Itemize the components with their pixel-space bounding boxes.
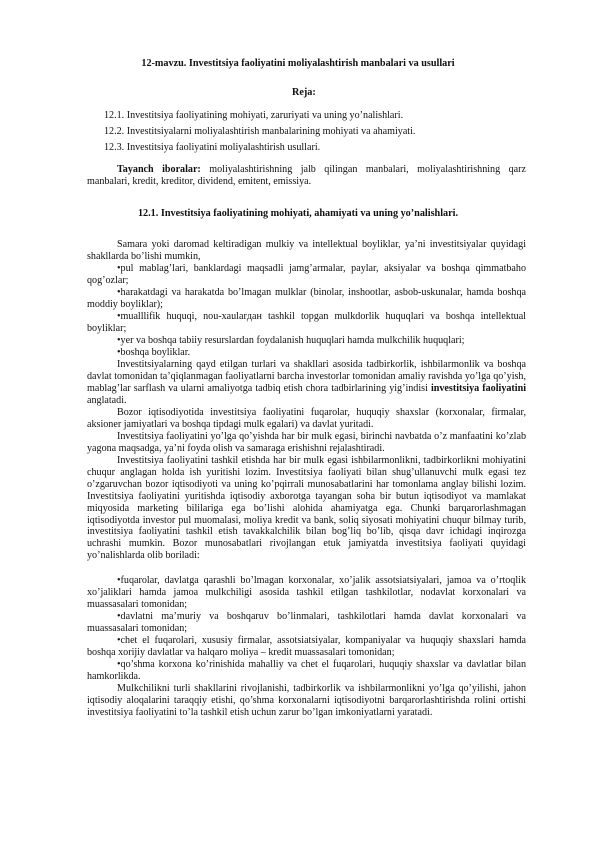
list-item: • mualllifik huquqi, nou-xaularдан tashkil topgan mulkdorlik huquqlari va boshqa intellektual boyliklar; (87, 311, 526, 335)
body-text: anglatadi. (87, 394, 127, 406)
body-paragraph: Investitsiya faoliyatini tashkil etishda har bir mulk egasi ishbilarmonlikni, tadbirkorlikni mohiyatini chuqur anglagan holda ish yuritishi lozim. Investitsiya faoliyati bilan shug’ullanuvchi mulk egasi tez o’zgaruvchan bozor iqtisodiyoti va uning ko’pqirrali munosabatlarini har tomonlama anglay bilishi lozim. Investitsiya faoliyatini yuritishda iqtisodiy axborotga tayangan soha bir butun iqtisodiyot va mamlakat miqyosida marketing bililariga ega bo’lishi alohida ahamiyatga ega. Chunki barqarorlashmagan iqtisodiyotda investor pul muomalasi, moliya kredit va bank, soliq siyosati mohiyatini chuqur bilmay turib, investitsiya faoliyatini tashkil etish tavakkalchilik bilan bog’liq bo’lib, qisqa davr ichidagi inqirozga uchrashi mumkin. Bozor munosabatlari rivojlangan etuk jamiyatda investitsiya faoliyati quyidagi yo’nalishlarda olib boriladi: (87, 455, 526, 562)
body-paragraph (87, 359, 526, 407)
plan-item: 12.1. Investitsiya faoliyatining mohiyati, zaruriyati va uning yo’nalishlari. (104, 110, 404, 121)
list-item: • fuqarolar, davlatga qarashli bo’lmagan korxonalar, xo’jalik assotsiatsiyalari, jamoa va o’rtoqlik xo’jaliklari hamda jamoa mulkchiligi asosida tashkil etilgan tashkilotlar, nodavlat korxonalari va muassasalari tomonidan; (87, 575, 526, 611)
body-paragraph: Bozor iqtisodiyotida investitsiya faoliyatini fuqarolar, huquqiy shaxslar (korxonalar, firmalar, aksioner jamiyatlari va boshqa tipdagi mulk egalari) va davlat yuritadi. (87, 407, 526, 430)
keywords-text: moliyalashtirishning jalb qilingan manbalari, moliyalashtirishning qarz manbalari, kredit, kreditor, dividend, emitent, emissiya. (87, 164, 526, 187)
list-item: • davlatni ma’muriy va boshqaruv bo’linmalari, tashkilotlari hamda davlat korxonalari va muassasalari tomonidan; (87, 611, 526, 635)
keywords-label: Tayanch iboralar: (117, 164, 201, 175)
plan-item: 12.2. Investitsiyalarni moliyalashtirish manbalarining mohiyati va ahamiyati. (104, 126, 416, 137)
section-title: 12.1. Investitsiya faoliyatining mohiyati, ahamiyati va uning yo’nalishlari. (137, 208, 459, 219)
plan-item: 12.3. Investitsiya faoliyatini moliyalashtirish usullari. (104, 142, 321, 153)
body-paragraph: Investitsiya faoliyatini yo’lga qo’yishda har bir mulk egasi, birinchi navbatda o’z manfaatini ko’zlab yagona maqsadga, ya’ni foyda olish va samaraga erishishni rejalashtiradi. (87, 431, 526, 454)
list-item: • harakatdagi va harakatda bo’lmagan mulklar (binolar, inshootlar, asbob-uskunalar, hamda boshqa moddiy boyliklar); (87, 287, 526, 311)
list-item: • pul mablag’lari, banklardagi maqsadli jamg’armalar, paylar, aksiyalar va boshqa qimmatbaho qog’ozlar; (87, 263, 526, 287)
body-text: Investitsiyalarning qayd etilgan turlari va shakllari asosida tadbirkorlik, ishbilarmonlik va boshqa davlat tomonidan ta’qiqlanmagan faoliyatlarni barcha investorlar tomonidan amaliy ravishda yo’lga qo’yish, mablag’lar sarflash va ularni amaliyotga tadbiq etish chora tadbirlarining yig’indisi (87, 359, 526, 394)
intro-paragraph: Samara yoki daromad keltiradigan mulkiy va intellektual boyliklar, ya’ni investitsiyalar quyidagi shakllarda bo’lishi mumkin, (87, 239, 526, 262)
plan-label: Reja: (292, 87, 316, 98)
body-paragraph: Mulkchilikni turli shakllarini rivojlanishi, tadbirkorlik va ishbilarmonlikni yo’lga qo’yilishi, jahon iqtisodiy aloqalarini taraqqiy etishi, qo’shma korxonalarni iqtisodiyotni barqarorlashtirishda rolini ortishi investitsiya faoliyatini to’la tashkil etish uchun zarur bo’lgan imkoniyatlarni yaratadi. (87, 683, 526, 718)
keywords-paragraph (87, 164, 526, 188)
list-item: • boshqa boyliklar. (87, 347, 526, 359)
body-text-bold: investitsiya faoliyatini (430, 382, 526, 394)
list-item: • yer va boshqa tabiiy resurslardan foydalanish huquqlari hamda mulkchilik huquqlari; (87, 335, 526, 347)
list-item: • chet el fuqarolari, xususiy firmalar, assotsiatsiyalar, kompaniyalar va huquqiy shaxslari hamda boshqa xorijiy davlatlar va halqaro moliya – kredit muassasalari tomonidan; (87, 635, 526, 659)
list-item: • qo’shma korxona ko’rinishida mahalliy va chet el fuqarolari, huquqiy shaxslar va davlatlar bilan hamkorlikda. (87, 659, 526, 683)
document-title: 12-mavzu. Investitsiya faoliyatini moliyalashtirish manbalari va usullari (141, 58, 455, 69)
